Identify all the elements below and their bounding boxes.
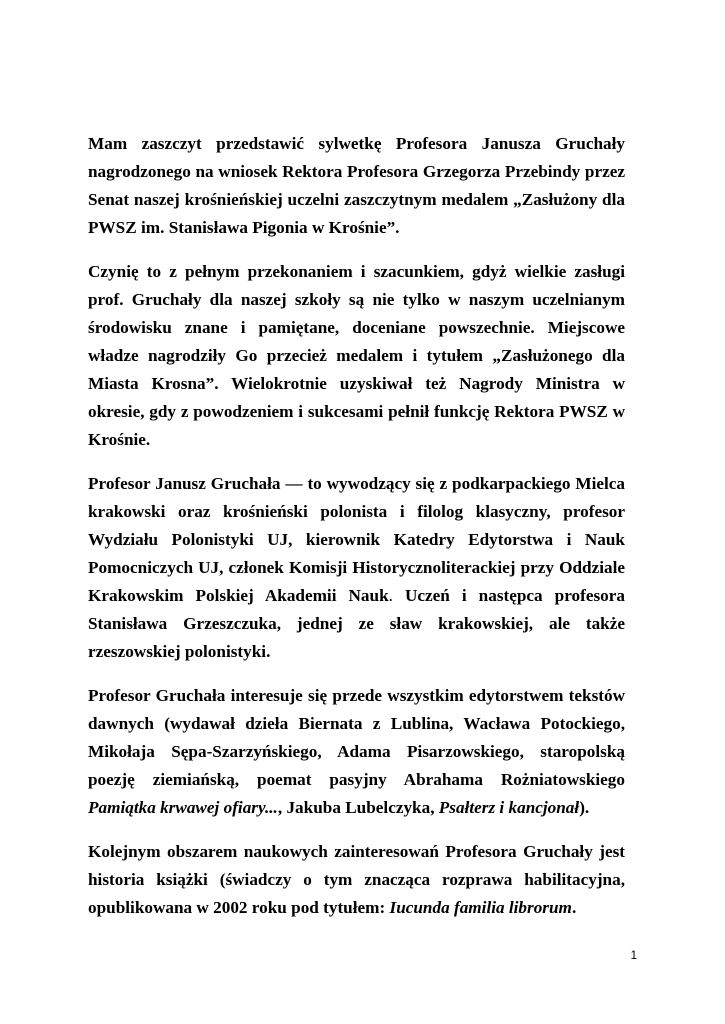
title-italic: Iucunda familia librorum: [389, 898, 572, 917]
text-run: Mam zaszczyt przedstawić sylwetkę Profesora Janusza Gruchały nagrodzonego na wniosek Rektora Profesora Grzegorza Przebindy przez Senat naszej krośnieńskiej uczelni zaszczytnym medalem „Zasłużony dla PWSZ im. Stanisława Pigonia w Krośnie”.: [88, 134, 625, 237]
paragraph-5: [88, 838, 625, 922]
paragraph-1: [88, 130, 625, 242]
page-number: 1: [630, 950, 637, 962]
text-run-normal: .: [388, 586, 393, 605]
document-body: [88, 130, 625, 922]
text-run: Profesor Janusz Gruchała — to wywodzący się z podkarpackiego Mielca krakowski oraz krośnieński polonista i filolog klasyczny, profesor Wydziału Polonistyki UJ, kierownik Katedry Edytorstwa i Nauk Pomocniczych UJ, członek Komisji Historycznoliterackiej przy Oddziale Krakowskim Polskiej Akademii Nauk: [88, 474, 625, 605]
paragraph-4: [88, 682, 625, 822]
text-run: Czynię to z pełnym przekonaniem i szacunkiem, gdyż wielkie zasługi prof. Gruchały dla naszej szkoły są nie tylko w naszym uczelnianym środowisku znane i pamiętane, doceniane powszechnie. Miejscowe władze nagrodziły Go przecież medalem i tytułem „Zasłużonego dla Miasta Krosna”. Wielokrotnie uzyskiwał też Nagrody Ministra w okresie, gdy z powodzeniem i sukcesami pełnił funkcję Rektora PWSZ w Krośnie.: [88, 262, 625, 449]
text-run: Uczeń i następca profesora Stanisława Grzeszczuka, jednej ze sław krakowskiej, ale także rzeszowskiej polonistyki.: [88, 586, 625, 661]
text-run: ).: [579, 798, 590, 817]
title-italic: Pamiątka krwawej ofiary...: [88, 798, 278, 817]
text-run: .: [571, 898, 577, 917]
text-run: Profesor Gruchała interesuje się przede wszystkim edytorstwem tekstów dawnych (wydawał dzieła Biernata z Lublina, Wacława Potockiego, Mikołaja Sępa-Szarzyńskiego, Adama Pisarzowskiego, staropolską poezję ziemiańską, poemat pasyjny Abrahama Rożniatowskiego: [88, 686, 625, 789]
paragraph-2: [88, 258, 625, 454]
title-italic: Psałterz i kancjonał: [438, 798, 580, 817]
text-run: , Jakuba Lubelczyka,: [277, 798, 439, 817]
text-run: Kolejnym obszarem naukowych zainteresowań Profesora Gruchały jest historia książki (świadczy o tym znacząca rozprawa habilitacyjna, opublikowana w 2002 roku pod tytułem:: [88, 842, 625, 917]
paragraph-3: [88, 470, 625, 666]
